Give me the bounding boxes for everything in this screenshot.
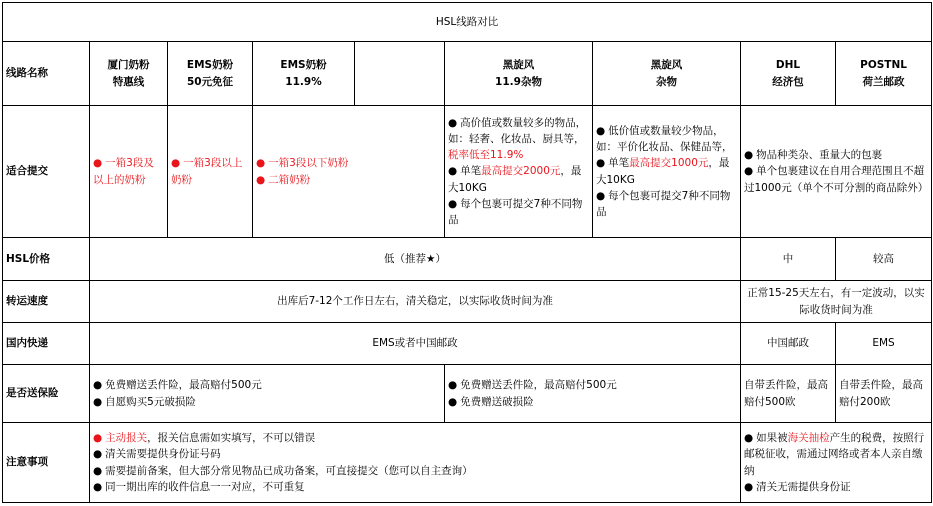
cell-insurance-dhl: 自带丢件险，最高赔付500欧 xyxy=(741,365,836,423)
col-header-postnl xyxy=(836,42,932,106)
declare-highlight: 主动报关 xyxy=(105,431,148,444)
col-header-dhl xyxy=(741,42,836,106)
list-item xyxy=(93,463,737,479)
row-label-insurance: 是否送保险 xyxy=(3,365,90,423)
header-row xyxy=(3,42,932,106)
list-item-text: ，最大10KG xyxy=(448,165,582,194)
list-item xyxy=(448,394,737,410)
list-item xyxy=(93,430,737,446)
cell-insurance-right xyxy=(445,365,741,423)
customs-check-highlight: 海关抽检 xyxy=(787,431,830,444)
bullet-icon: ● xyxy=(596,124,606,137)
row-suitable xyxy=(3,106,932,238)
list-item-text: 物品种类杂、重量大的包裹 xyxy=(756,149,883,162)
list-item-text: 同一期出库的收件信息一一对应，不可重复 xyxy=(105,480,305,493)
cell-domestic-postnl: EMS xyxy=(836,323,932,365)
col-header-postnl-line1: POSTNL xyxy=(860,59,907,72)
col-header-ems-119-line2: 11.9% xyxy=(285,75,322,88)
list-item xyxy=(93,479,737,495)
bullet-icon: ● xyxy=(256,157,266,170)
list-item-text: 高价值或数量较多的物品，如：轻奢、化妆品、厨具等， xyxy=(448,116,587,145)
col-header-hxf-misc-line2: 杂物 xyxy=(656,75,677,88)
col-header-hxf-misc xyxy=(593,42,741,106)
list-item xyxy=(744,479,928,495)
row-transit xyxy=(3,281,932,323)
bullet-icon: ● xyxy=(93,395,103,408)
bullet-icon: ● xyxy=(744,431,754,444)
cell-transit-dhl-postnl: 正常15-25天左右，有一定波动，以实际收货时间为准 xyxy=(741,281,932,323)
row-label-notes: 注意事项 xyxy=(3,423,90,503)
col-header-ems-119-line1: EMS奶粉 xyxy=(280,59,327,72)
col-header-hxf-119-line1: 黑旋风 xyxy=(502,59,535,72)
list-item xyxy=(448,377,737,393)
bullet-icon: ● xyxy=(448,116,458,129)
list-item-text: 自愿购买5元破损险 xyxy=(105,395,196,408)
row-label-line-name: 线路名称 xyxy=(3,42,90,106)
notes-dhl-postnl-list xyxy=(744,430,928,495)
list-item xyxy=(93,394,441,410)
list-item-text: 单个包裹建议在自用合理范围且不超过1000元（单个不可分割的商品除外） xyxy=(744,165,929,194)
list-item xyxy=(256,155,441,171)
col-header-ems-free-line1: EMS奶粉 xyxy=(186,59,234,72)
col-header-ems-119 xyxy=(253,42,355,106)
suitable-dhl-postnl-list xyxy=(744,147,928,196)
cell-insurance-left xyxy=(90,365,445,423)
col-header-hxf-119-line2: 11.9杂物 xyxy=(495,75,542,88)
cell-suitable-dhl-postnl xyxy=(741,106,932,238)
row-label-transit: 转运速度 xyxy=(3,281,90,323)
bullet-icon: ● xyxy=(744,165,754,178)
comparison-sheet xyxy=(2,2,931,502)
list-item xyxy=(744,163,928,196)
bullet-icon: ● xyxy=(171,157,181,170)
list-item-text: 每个包裹可提交7种不同物品 xyxy=(596,189,731,219)
col-header-ems-free-line2: 50元免征 xyxy=(186,75,234,88)
bullet-icon: ● xyxy=(744,480,754,493)
list-item xyxy=(596,188,737,221)
col-header-empty xyxy=(355,42,445,106)
list-item xyxy=(596,123,737,156)
bullet-icon: ● xyxy=(93,431,103,444)
row-notes xyxy=(3,423,932,503)
list-item xyxy=(171,155,249,188)
suitable-hxf-misc-list xyxy=(596,123,737,221)
col-header-postnl-line2: 荷兰邮政 xyxy=(862,75,905,88)
tax-rate-highlight: 税率低至11.9% xyxy=(448,149,524,162)
insurance-left-list xyxy=(93,377,441,410)
row-price xyxy=(3,238,932,281)
bullet-icon: ● xyxy=(93,157,103,170)
bullet-icon: ● xyxy=(596,157,606,170)
row-insurance xyxy=(3,365,932,423)
list-item xyxy=(448,163,589,196)
page-title: HSL线路对比 xyxy=(3,3,932,42)
cell-domestic-main: EMS或者中国邮政 xyxy=(90,323,741,365)
list-item-text: 单笔 xyxy=(608,157,630,170)
bullet-icon: ● xyxy=(448,395,458,408)
list-item-text: 一箱3段以下奶粉 xyxy=(268,157,349,170)
list-item-text: 产生的税费，按照行邮税征收，需通过网络或者本人亲自缴纳 xyxy=(744,431,925,477)
bullet-icon: ● xyxy=(93,379,103,392)
col-header-xiamen xyxy=(90,42,168,106)
list-item xyxy=(93,377,441,393)
list-item-text: 清关需要提供身份证号码 xyxy=(105,448,221,461)
suitable-ems-free-list xyxy=(171,155,249,188)
max-value-highlight: 最高提交2000元 xyxy=(481,165,561,178)
cell-insurance-postnl: 自带丢件险，最高赔付200欧 xyxy=(836,365,932,423)
list-item-text: 如果被 xyxy=(756,431,788,444)
col-header-dhl-line1: DHL xyxy=(775,59,801,72)
bullet-icon: ● xyxy=(93,448,103,461)
cell-notes-main xyxy=(90,423,741,503)
cell-suitable-hxf-misc xyxy=(593,106,741,238)
row-domestic xyxy=(3,323,932,365)
list-item-text: 每个包裹可提交7种不同物品 xyxy=(448,197,583,227)
row-label-suitable: 适合提交 xyxy=(3,106,90,238)
cell-suitable-xiamen xyxy=(90,106,168,238)
col-header-hxf-119 xyxy=(445,42,593,106)
list-item xyxy=(744,147,928,163)
suitable-xiamen-list xyxy=(93,155,164,188)
list-item-text: 免费赠送破损险 xyxy=(460,395,534,408)
list-item-text: 免费赠送丢件险，最高赔付500元 xyxy=(105,379,262,392)
list-item-text: 一箱3段及以上的奶粉 xyxy=(93,157,154,186)
suitable-ems-119-list xyxy=(256,155,441,188)
cell-suitable-ems-free xyxy=(168,106,253,238)
col-header-xiamen-line2: 特惠线 xyxy=(112,75,145,88)
list-item-text: 清关无需提供身份证 xyxy=(756,480,851,493)
row-label-price: HSL价格 xyxy=(3,238,90,281)
max-value-highlight: 最高提交1000元 xyxy=(629,157,709,170)
cell-transit-main: 出库后7-12个工作日左右，清关稳定，以实际收货时间为准 xyxy=(90,281,741,323)
list-item xyxy=(93,446,737,462)
bullet-icon: ● xyxy=(596,189,606,202)
bullet-icon: ● xyxy=(448,379,458,392)
col-header-xiamen-line1: 厦门奶粉 xyxy=(107,59,150,72)
cell-price-main: 低（推荐★） xyxy=(90,238,741,281)
list-item-text: ，报关信息需如实填写，不可以错误 xyxy=(147,431,316,444)
row-label-domestic: 国内快递 xyxy=(3,323,90,365)
list-item-text: 低价值或数量较少物品，如：平价化妆品、保健品等， xyxy=(596,124,733,153)
list-item-text: ，最大10KG xyxy=(596,157,730,186)
list-item-text: 一箱3段以上奶粉 xyxy=(171,157,243,186)
cell-price-dhl: 中 xyxy=(741,238,836,281)
cell-suitable-ems-119 xyxy=(253,106,445,238)
cell-suitable-hxf-119 xyxy=(445,106,593,238)
col-header-hxf-misc-line1: 黑旋风 xyxy=(650,59,683,72)
cell-price-postnl: 较高 xyxy=(836,238,932,281)
notes-main-list xyxy=(93,430,737,495)
cell-notes-dhl-postnl xyxy=(741,423,932,503)
bullet-icon: ● xyxy=(448,197,458,210)
bullet-icon: ● xyxy=(93,480,103,493)
list-item xyxy=(256,172,441,188)
list-item xyxy=(448,196,589,229)
list-item xyxy=(596,155,737,188)
bullet-icon: ● xyxy=(256,173,266,186)
col-header-ems-free xyxy=(168,42,253,106)
list-item-text: 单笔 xyxy=(460,165,482,178)
bullet-icon: ● xyxy=(744,149,754,162)
list-item xyxy=(93,155,164,188)
list-item-text: 二箱奶粉 xyxy=(268,173,311,186)
cell-domestic-dhl: 中国邮政 xyxy=(741,323,836,365)
insurance-right-list xyxy=(448,377,737,410)
list-item-text: 免费赠送丢件险，最高赔付500元 xyxy=(460,379,617,392)
bullet-icon: ● xyxy=(448,165,458,178)
bullet-icon: ● xyxy=(93,464,103,477)
list-item xyxy=(448,115,589,164)
list-item-text: 需要提前备案，但大部分常见物品已成功备案，可直接提交（您可以自主查询） xyxy=(105,464,473,477)
list-item xyxy=(744,430,928,479)
col-header-dhl-line2: 经济包 xyxy=(772,75,804,88)
suitable-hxf-119-list xyxy=(448,115,589,229)
comparison-table xyxy=(2,2,932,503)
